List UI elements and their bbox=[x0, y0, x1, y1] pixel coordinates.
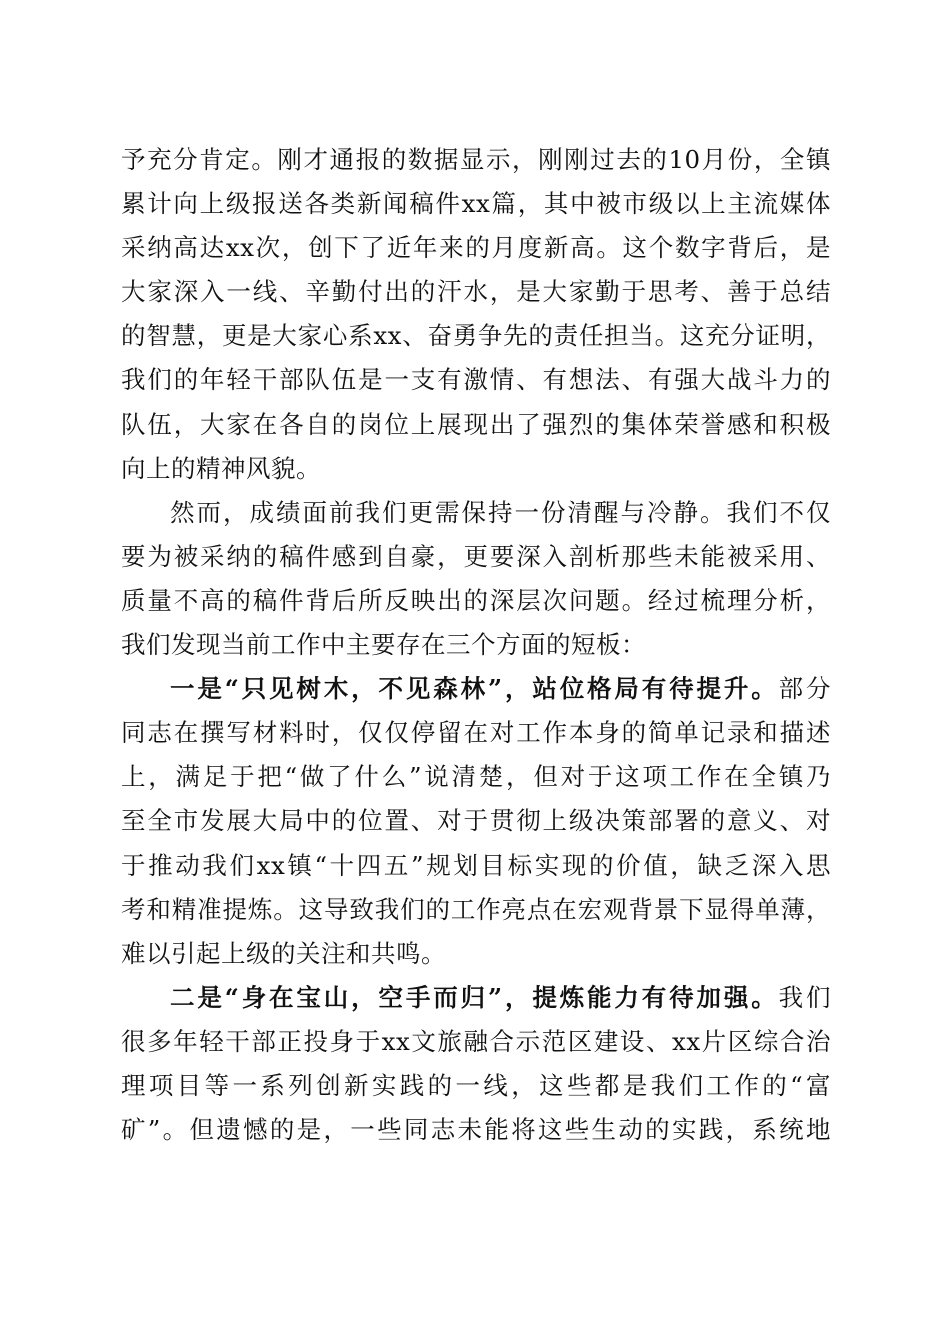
text-line: 采纳高达xx次，创下了近年来的月度新高。这个数字背后，是 bbox=[121, 233, 831, 263]
text-line bbox=[121, 667, 831, 711]
text-line: 于推动我们xx镇“十四五”规划目标实现的价值，缺乏深入思 bbox=[121, 850, 831, 880]
text-line: 大家深入一线、辛勤付出的汗水，是大家勤于思考、善于总结 bbox=[121, 277, 831, 307]
text-line: 同志在撰写材料时，仅仅停留在对工作本身的简单记录和描述 bbox=[121, 718, 831, 748]
document-body bbox=[121, 138, 831, 1152]
paragraph-2 bbox=[121, 491, 831, 667]
text-line: 的智慧，更是大家心系xx、奋勇争先的责任担当。这充分证明， bbox=[121, 321, 831, 351]
text-line: 向上的精神风貌。 bbox=[121, 453, 321, 483]
text-run: 部分 bbox=[778, 674, 832, 704]
text-line: 难以引起上级的关注和共鸣。 bbox=[121, 938, 446, 968]
text-line: 很多年轻干部正投身于xx文旅融合示范区建设、xx片区综合治 bbox=[121, 1026, 831, 1056]
text-line: 至全市发展大局中的位置、对于贯彻上级决策部署的意义、对 bbox=[121, 806, 831, 836]
text-line: 理项目等一系列创新实践的一线，这些都是我们工作的“富 bbox=[121, 1070, 831, 1100]
text-run: 我们 bbox=[778, 982, 832, 1012]
text-line bbox=[121, 976, 831, 1020]
text-line: 我们的年轻干部队伍是一支有激情、有想法、有强大战斗力的 bbox=[121, 365, 831, 395]
text-line: 矿”。但遗憾的是，一些同志未能将这些生动的实践，系统地 bbox=[121, 1115, 831, 1145]
paragraph-1 bbox=[121, 138, 831, 491]
text-line: 我们发现当前工作中主要存在三个方面的短板： bbox=[121, 630, 646, 660]
text-line: 队伍，大家在各自的岗位上展现出了强烈的集体荣誉感和积极 bbox=[121, 409, 831, 439]
text-line: 上，满足于把“做了什么”说清楚，但对于这项工作在全镇乃 bbox=[121, 762, 831, 792]
text-line: 然而，成绩面前我们更需保持一份清醒与冷静。我们不仅 bbox=[170, 497, 831, 527]
text-line: 要为被采纳的稿件感到自豪，更要深入剖析那些未能被采用、 bbox=[121, 541, 831, 571]
text-line: 予充分肯定。刚才通报的数据显示，刚刚过去的10月份，全镇 bbox=[121, 145, 831, 174]
text-line: 考和精准提炼。这导致我们的工作亮点在宏观背景下显得单薄， bbox=[121, 894, 831, 924]
paragraph-heading: 一是“只见树木，不见森林”，站位格局有待提升。 bbox=[170, 674, 779, 704]
text-line: 质量不高的稿件背后所反映出的深层次问题。经过梳理分析， bbox=[121, 585, 831, 615]
paragraph-3 bbox=[121, 667, 831, 976]
paragraph-heading: 二是“身在宝山，空手而归”，提炼能力有待加强。 bbox=[170, 982, 779, 1012]
paragraph-4 bbox=[121, 976, 831, 1152]
text-line: 累计向上级报送各类新闻稿件xx篇，其中被市级以上主流媒体 bbox=[121, 189, 831, 219]
